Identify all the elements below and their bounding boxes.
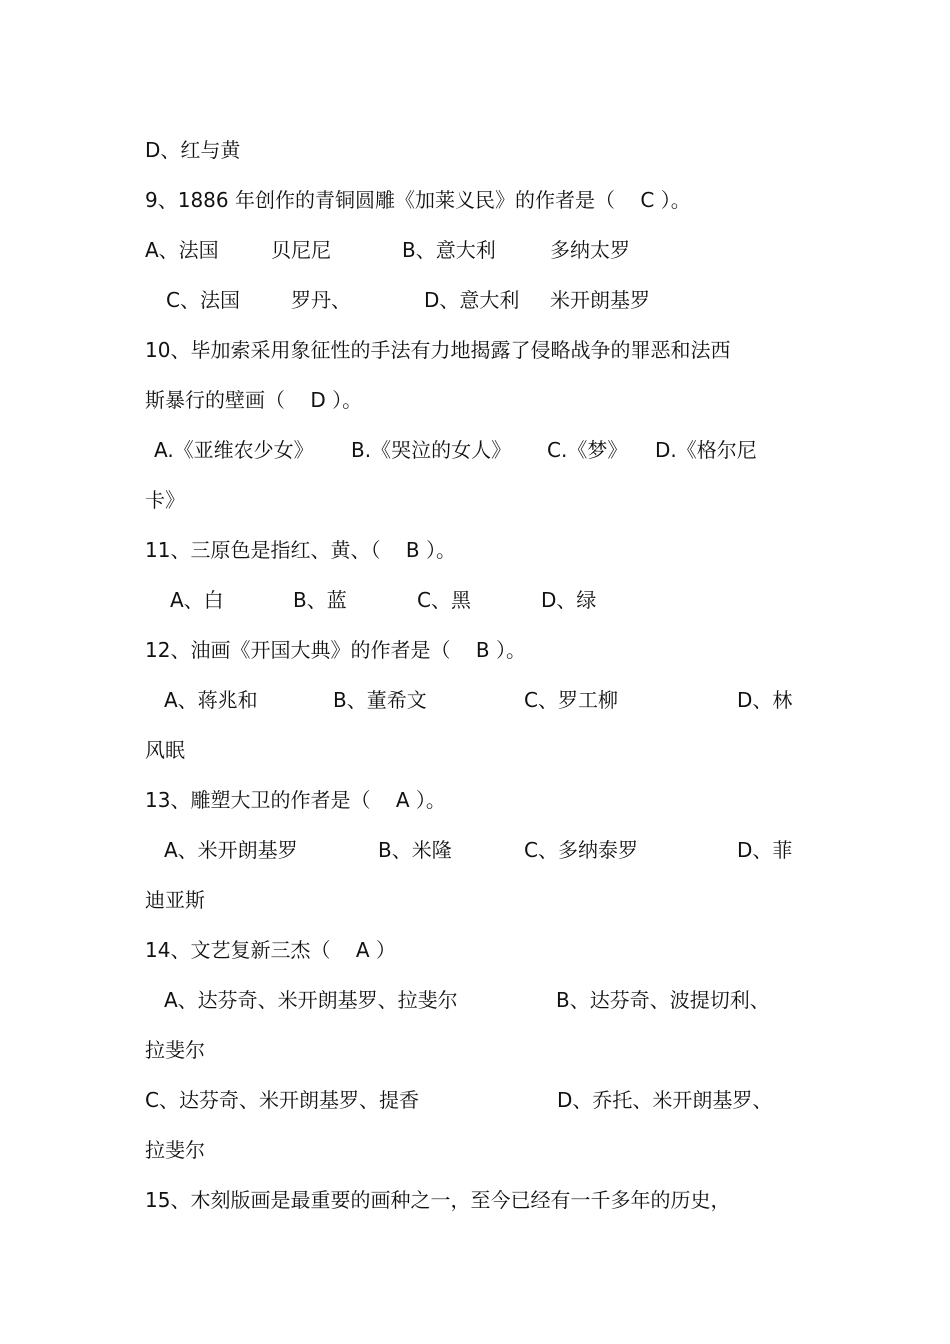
q10-option-d-cont: 卡》 [145, 488, 185, 512]
q13-option-c: C、多纳泰罗 [524, 838, 638, 862]
q9-option-a-name: 贝尼尼 [271, 238, 331, 262]
question-10-line-1: 10、毕加索采用象征性的手法有力地揭露了侵略战争的罪恶和法西 [145, 338, 731, 362]
q11-option-d: D、绿 [541, 588, 597, 612]
q14-option-b-cont: 拉斐尔 [145, 1038, 205, 1062]
q11-option-a: A、白 [170, 588, 224, 612]
q12-option-a: A、蒋兆和 [164, 688, 258, 712]
q11-option-b: B、蓝 [293, 588, 347, 612]
q9-option-b: B、意大利 [402, 238, 496, 262]
q9-option-c: C、法国 [166, 288, 240, 312]
q9-option-a: A、法国 [145, 238, 219, 262]
q10-option-d: D.《格尔尼 [655, 438, 757, 462]
question-9: 9、1886 年创作的青铜圆雕《加莱义民》的作者是（ C ）。 [145, 188, 691, 212]
question-15-line-1: 15、木刻版画是最重要的画种之一，至今已经有一千多年的历史， [145, 1188, 731, 1212]
answer-line-q8-d: D、红与黄 [145, 138, 241, 162]
q12-option-c: C、罗工柳 [524, 688, 618, 712]
q9-option-d: D、意大利 [424, 288, 520, 312]
question-11: 11、三原色是指红、黄、（ B ）。 [145, 538, 456, 562]
q10-option-c: C.《梦》 [547, 438, 628, 462]
q13-option-a: A、米开朗基罗 [164, 838, 298, 862]
q9-option-c-name: 罗丹、 [291, 288, 351, 312]
q10-option-b: B.《哭泣的女人》 [351, 438, 512, 462]
q13-option-d-cont: 迪亚斯 [145, 888, 205, 912]
q12-option-d-cont: 风眠 [145, 738, 185, 762]
q10-option-a: A.《亚维农少女》 [154, 438, 314, 462]
q14-option-a: A、达芬奇、米开朗基罗、拉斐尔 [164, 988, 458, 1012]
q14-option-d-cont: 拉斐尔 [145, 1138, 205, 1162]
question-10-line-2: 斯暴行的壁画（ D ）。 [145, 388, 363, 412]
q14-option-d: D、乔托、米开朗基罗、 [557, 1088, 773, 1112]
q14-option-c: C、达芬奇、米开朗基罗、提香 [145, 1088, 419, 1112]
question-13: 13、雕塑大卫的作者是（ A ）。 [145, 788, 446, 812]
q12-option-d: D、林 [737, 688, 793, 712]
question-14: 14、文艺复新三杰（ A ） [145, 938, 396, 962]
q14-option-b: B、达芬奇、波提切利、 [556, 988, 770, 1012]
q11-option-c: C、黑 [417, 588, 471, 612]
question-12: 12、油画《开国大典》的作者是（ B ）。 [145, 638, 526, 662]
q9-option-d-name: 米开朗基罗 [550, 288, 650, 312]
q12-option-b: B、董希文 [333, 688, 427, 712]
q13-option-b: B、米隆 [378, 838, 452, 862]
q13-option-d: D、菲 [737, 838, 793, 862]
q9-option-b-name: 多纳太罗 [550, 238, 630, 262]
